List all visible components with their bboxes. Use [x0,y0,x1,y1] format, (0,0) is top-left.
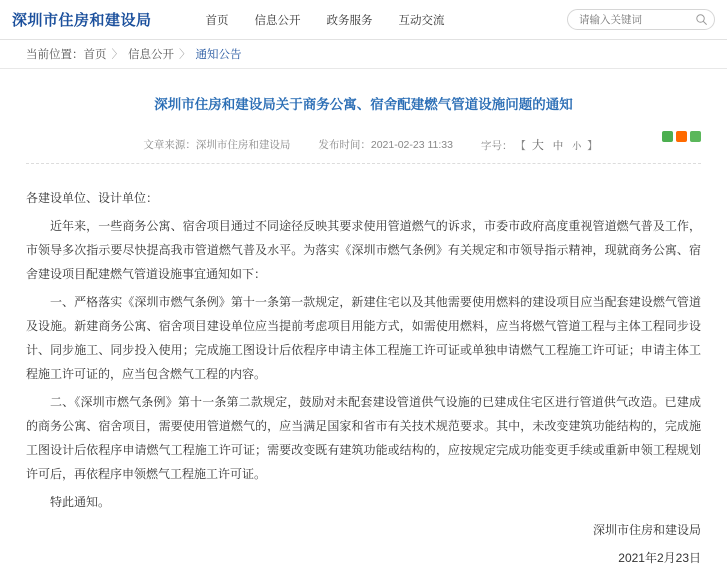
search-icon[interactable] [695,13,708,26]
share-icons [662,131,701,142]
article-paragraph-closing: 特此通知。 [50,495,111,510]
article-publish-time [318,137,453,152]
breadcrumb-item-home[interactable]: 首页 [83,49,107,61]
breadcrumb-item-notice: 通知公告 [195,49,242,61]
site-title: 深圳市住房和建设局 [12,12,152,29]
font-size-large-button[interactable]: 大 [531,137,544,152]
article-paragraph-clause-1: 一、严格落实《深圳市燃气条例》第十一条第一款规定，新建住宅以及其他需要使用燃料的建设项目应当配套建设燃气管道及设施。新建商务公寓、宿舍项目建设单位应当提前考虑项目用能方式，如需使用燃料，应当将燃气管道工程与主体工程同步设计、同步施工、同步投入使用；完成施工图设计后依程序申请主体工程施工许可证或单独申请燃气工程施工许可证；申请主体工程施工许可证的，应当包含燃气工程的内容。 [26,295,701,382]
article-signature: 深圳市住房和建设局 [592,523,701,538]
article-publish-label: 发布时间： [318,138,371,151]
font-size-medium-button[interactable]: 中 [552,139,564,152]
article-source [143,137,290,152]
font-size-small-button[interactable]: 小 [572,140,582,151]
nav-item-info-disclosure[interactable]: 信息公开 [254,14,301,27]
search-input[interactable] [577,13,695,27]
breadcrumb-separator-1: 〉 [111,49,123,61]
weibo-share-icon[interactable] [676,131,687,142]
font-size-controls [481,136,598,153]
article-date: 2021年2月23日 [618,551,701,566]
font-size-bracket-open: 【 [515,139,526,152]
article-paragraph-intro: 近年来，一些商务公寓、宿舍项目通过不同途径反映其要求使用管道燃气的诉求，市委市政府高度重视管道燃气普及工作，市领导多次指示要尽快提高我市管道燃气普及水平。为落实《深圳市燃气条例》有关规定和市领导指示精神，现就商务公寓、宿舍建设项目配建燃气管道设施事宜通知如下： [26,219,701,282]
font-size-label: 字号： [480,139,513,152]
nav-item-gov-services[interactable]: 政务服务 [326,14,373,27]
article-meta [26,131,701,164]
article-source-label: 文章来源： [143,138,196,151]
main-nav [206,12,445,28]
search-box[interactable] [567,9,715,30]
nav-item-interaction[interactable]: 互动交流 [398,14,445,27]
qq-share-icon[interactable] [690,131,701,142]
article-paragraph-greeting: 各建设单位、设计单位： [26,191,159,206]
breadcrumb-separator-2: 〉 [179,49,191,61]
article-source-value: 深圳市住房和建设局 [195,138,291,151]
breadcrumb [0,40,727,69]
page-title: 深圳市住房和建设局关于商务公寓、宿舍配建燃气管道设施问题的通知 [154,97,573,112]
wechat-share-icon[interactable] [662,131,673,142]
breadcrumb-item-info-disclosure[interactable]: 信息公开 [128,49,174,61]
nav-item-home[interactable]: 首页 [205,14,229,27]
site-header [0,0,727,40]
article-paragraph-clause-2: 二、《深圳市燃气条例》第十一条第二款规定，鼓励对未配套建设管道供气设施的已建成住宅区进行管道供气改造。已建成的商务公寓、宿舍项目，需要使用管道燃气的，应当满足国家和省市有关技术规范要求。其中，未改变建筑功能结构的，完成施工图设计后依程序申请燃气工程施工许可证；需要改变既有建筑功能或结构的，应按规定完成功能变更手续或重新申领工程规划许可后，再依程序申领燃气工程施工许可证。 [26,395,701,482]
article-publish-value: 2021-02-23 11:33 [370,138,453,151]
article-body [26,186,701,570]
article [0,95,727,570]
breadcrumb-label: 当前位置： [26,49,84,61]
font-size-bracket-close: 】 [587,139,598,152]
